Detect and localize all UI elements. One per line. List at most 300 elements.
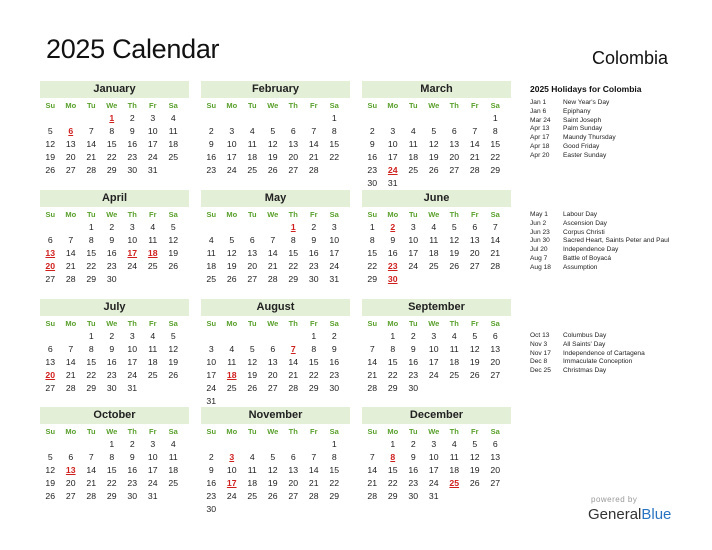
day-cell: 13	[45, 357, 56, 367]
holiday-date: Jun 30	[530, 237, 550, 245]
holiday-day-cell: 6	[68, 126, 74, 136]
holiday-date: Nov 17	[530, 349, 551, 357]
weekday-label: Th	[449, 101, 459, 110]
day-cell: 4	[170, 439, 176, 449]
weekday-label: Su	[45, 427, 56, 436]
day-cell: 3	[331, 222, 337, 232]
holiday-day-cell: 30	[387, 274, 398, 284]
day-cell: 9	[208, 139, 214, 149]
day-cell: 15	[308, 357, 319, 367]
day-cell: 9	[109, 235, 115, 245]
day-cell: 31	[428, 491, 439, 501]
day-cell: 8	[311, 344, 317, 354]
day-cell: 14	[367, 465, 378, 475]
month-july	[40, 299, 189, 395]
day-cell: 1	[492, 113, 498, 123]
day-cell: 4	[150, 331, 156, 341]
weekday-label: Fr	[149, 210, 157, 219]
day-cell: 16	[206, 478, 217, 488]
day-cell: 31	[329, 274, 340, 284]
holiday-name: New Year's Day	[563, 99, 610, 106]
holiday-date: Jun 2	[530, 219, 547, 227]
day-cell: 24	[226, 491, 237, 501]
weekday-label: We	[267, 319, 279, 328]
day-cell: 11	[168, 126, 178, 136]
day-cell: 11	[168, 452, 178, 462]
month-december	[362, 407, 511, 503]
day-cell: 5	[472, 331, 478, 341]
day-cell: 2	[129, 439, 135, 449]
brand-logo[interactable]	[588, 506, 671, 523]
month-title: December	[362, 407, 511, 424]
day-cell: 11	[247, 465, 257, 475]
day-cell: 16	[127, 465, 138, 475]
day-cell: 12	[45, 139, 56, 149]
day-cell: 8	[331, 452, 337, 462]
day-cell: 27	[65, 491, 76, 501]
weekday-label: Su	[206, 210, 217, 219]
day-cell: 2	[410, 439, 416, 449]
day-cell: 11	[227, 357, 237, 367]
empty-cell	[81, 438, 102, 451]
day-cell: 22	[288, 261, 299, 271]
day-cell: 22	[490, 152, 501, 162]
holiday-item	[530, 99, 690, 108]
day-cell: 6	[249, 235, 255, 245]
day-cell: 11	[429, 235, 439, 245]
empty-cell	[444, 112, 465, 125]
day-cell: 9	[208, 465, 214, 475]
day-cell: 1	[331, 439, 337, 449]
day-grid	[40, 425, 189, 503]
weekday-label: Fr	[310, 427, 318, 436]
holiday-item	[530, 152, 690, 161]
day-cell: 19	[45, 478, 56, 488]
weekday-label: Fr	[310, 210, 318, 219]
holiday-item	[530, 229, 690, 238]
day-cell: 5	[270, 126, 276, 136]
weekday-label: Mo	[65, 101, 77, 110]
day-cell: 3	[129, 222, 135, 232]
day-cell: 30	[106, 383, 117, 393]
holiday-name: Good Friday	[563, 142, 600, 150]
empty-cell	[81, 112, 102, 125]
holiday-name: Easter Sunday	[563, 151, 607, 159]
holidays-title: 2025 Holidays for Colombia	[530, 84, 642, 94]
weekday-label: We	[106, 319, 118, 328]
day-cell: 3	[129, 331, 135, 341]
holiday-item	[530, 117, 690, 126]
day-cell: 16	[127, 139, 138, 149]
day-cell: 30	[308, 274, 319, 284]
empty-cell	[242, 112, 263, 125]
holiday-day-cell: 1	[109, 113, 115, 123]
day-cell: 6	[47, 235, 53, 245]
holiday-day-cell: 18	[226, 370, 237, 380]
empty-cell	[424, 112, 445, 125]
day-cell: 24	[428, 478, 439, 488]
holiday-item	[530, 350, 690, 359]
holiday-name: Independence of Cartagena	[563, 349, 645, 357]
weekday-label: Sa	[490, 101, 500, 110]
holiday-name: Battle of Boyacá	[563, 254, 612, 262]
day-cell: 5	[451, 222, 457, 232]
day-cell: 15	[86, 357, 97, 367]
day-cell: 6	[68, 452, 74, 462]
day-cell: 6	[492, 439, 498, 449]
day-cell: 21	[308, 152, 319, 162]
day-cell: 28	[367, 491, 378, 501]
weekday-label: Tu	[408, 427, 418, 436]
day-cell: 24	[206, 383, 217, 393]
day-cell: 30	[367, 178, 378, 188]
day-cell: 21	[86, 478, 97, 488]
holiday-day-cell: 3	[229, 452, 235, 462]
day-cell: 4	[249, 452, 255, 462]
weekday-label: Su	[367, 427, 378, 436]
day-cell: 14	[86, 139, 97, 149]
day-cell: 13	[490, 452, 501, 462]
day-cell: 17	[329, 248, 340, 258]
day-cell: 30	[127, 165, 138, 175]
weekday-label: We	[267, 427, 279, 436]
weekday-label: Sa	[329, 427, 339, 436]
day-cell: 4	[410, 126, 416, 136]
holiday-day-cell: 1	[290, 222, 296, 232]
weekday-label: Mo	[226, 427, 238, 436]
day-cell: 15	[387, 357, 398, 367]
weekday-label: Tu	[408, 319, 418, 328]
day-cell: 28	[469, 165, 480, 175]
empty-cell	[40, 438, 61, 451]
day-grid	[362, 99, 511, 190]
day-cell: 28	[86, 165, 97, 175]
day-cell: 1	[390, 439, 396, 449]
weekday-label: Su	[367, 101, 378, 110]
weekday-label: Mo	[387, 427, 399, 436]
empty-cell	[263, 221, 284, 234]
weekday-label: Sa	[329, 101, 339, 110]
weekday-label: Mo	[226, 319, 238, 328]
day-cell: 4	[451, 331, 457, 341]
day-cell: 15	[329, 139, 340, 149]
weekday-label: Th	[127, 319, 137, 328]
day-cell: 28	[65, 383, 76, 393]
day-grid	[201, 425, 350, 516]
day-cell: 22	[86, 370, 97, 380]
weekday-label: Th	[449, 319, 459, 328]
day-cell: 10	[226, 139, 237, 149]
weekday-label: Mo	[65, 427, 77, 436]
day-cell: 8	[290, 235, 296, 245]
day-cell: 12	[449, 235, 460, 245]
day-cell: 21	[65, 261, 76, 271]
day-grid	[40, 317, 189, 395]
day-cell: 17	[147, 465, 158, 475]
day-cell: 22	[387, 478, 398, 488]
day-cell: 15	[329, 465, 340, 475]
month-title: November	[201, 407, 350, 424]
day-cell: 7	[88, 126, 94, 136]
day-cell: 10	[147, 126, 158, 136]
holiday-name: Palm Sunday	[563, 125, 603, 133]
empty-cell	[61, 438, 82, 451]
month-title: January	[40, 81, 189, 98]
holiday-item	[530, 108, 690, 117]
day-cell: 13	[288, 139, 299, 149]
weekday-label: Sa	[168, 427, 178, 436]
weekday-label: Mo	[65, 319, 77, 328]
weekday-label: We	[428, 319, 440, 328]
holiday-date: Dec 25	[530, 367, 551, 375]
month-title: March	[362, 81, 511, 98]
day-cell: 22	[329, 478, 340, 488]
day-cell: 21	[267, 261, 278, 271]
day-cell: 2	[129, 113, 135, 123]
day-cell: 2	[311, 222, 317, 232]
day-cell: 9	[331, 344, 337, 354]
day-cell: 11	[449, 452, 459, 462]
day-cell: 29	[106, 165, 117, 175]
weekday-label: Fr	[149, 427, 157, 436]
day-cell: 8	[88, 235, 94, 245]
day-cell: 13	[449, 139, 460, 149]
day-cell: 26	[449, 261, 460, 271]
month-title: September	[362, 299, 511, 316]
weekday-label: Fr	[149, 101, 157, 110]
day-cell: 26	[428, 165, 439, 175]
day-cell: 14	[308, 465, 319, 475]
holiday-item	[530, 134, 690, 143]
day-cell: 6	[472, 222, 478, 232]
holiday-item	[530, 341, 690, 350]
day-cell: 20	[490, 357, 501, 367]
empty-cell	[263, 330, 284, 343]
day-cell: 20	[65, 478, 76, 488]
day-cell: 19	[449, 248, 460, 258]
empty-cell	[201, 330, 222, 343]
day-cell: 20	[288, 478, 299, 488]
day-cell: 13	[65, 139, 76, 149]
day-cell: 14	[367, 357, 378, 367]
weekday-label: Fr	[471, 210, 479, 219]
empty-cell	[201, 438, 222, 451]
day-cell: 28	[308, 165, 319, 175]
day-cell: 10	[206, 357, 217, 367]
day-cell: 23	[329, 370, 340, 380]
day-cell: 18	[449, 357, 460, 367]
day-cell: 19	[168, 357, 179, 367]
empty-cell	[283, 330, 304, 343]
day-cell: 5	[47, 452, 53, 462]
weekday-label: Su	[206, 427, 217, 436]
day-cell: 2	[208, 452, 214, 462]
day-cell: 23	[206, 165, 217, 175]
holiday-item	[530, 367, 690, 376]
brand-text-general: General	[588, 506, 642, 523]
day-cell: 9	[109, 344, 115, 354]
day-cell: 4	[229, 344, 235, 354]
day-cell: 13	[247, 248, 258, 258]
month-title: June	[362, 190, 511, 207]
day-cell: 10	[127, 344, 138, 354]
holiday-item	[530, 143, 690, 152]
day-cell: 3	[229, 126, 235, 136]
empty-cell	[61, 221, 82, 234]
day-cell: 5	[472, 439, 478, 449]
day-cell: 12	[168, 344, 179, 354]
day-cell: 21	[288, 370, 299, 380]
holiday-date: Aug 18	[530, 263, 551, 271]
holiday-item	[530, 264, 690, 273]
holiday-day-cell: 25	[449, 478, 460, 488]
weekday-label: We	[428, 210, 440, 219]
day-cell: 16	[308, 248, 319, 258]
month-february	[201, 81, 350, 177]
day-cell: 30	[127, 491, 138, 501]
day-cell: 7	[68, 235, 74, 245]
day-cell: 25	[247, 165, 258, 175]
day-cell: 10	[428, 344, 439, 354]
day-cell: 19	[469, 465, 480, 475]
day-cell: 26	[168, 370, 179, 380]
day-cell: 20	[65, 152, 76, 162]
day-grid	[40, 208, 189, 286]
day-cell: 21	[469, 152, 480, 162]
day-cell: 24	[147, 152, 158, 162]
day-cell: 18	[449, 465, 460, 475]
month-june	[362, 190, 511, 286]
day-cell: 19	[226, 261, 237, 271]
holiday-item	[530, 358, 690, 367]
day-cell: 29	[367, 274, 378, 284]
day-cell: 13	[490, 344, 501, 354]
brand-text-blue: Blue	[641, 506, 672, 523]
weekday-label: Tu	[247, 210, 257, 219]
day-cell: 30	[408, 491, 419, 501]
holiday-name: Columbus Day	[563, 332, 607, 339]
day-cell: 26	[267, 491, 278, 501]
day-cell: 29	[387, 491, 398, 501]
day-cell: 19	[168, 248, 179, 258]
holiday-item	[530, 220, 690, 229]
day-cell: 24	[147, 478, 158, 488]
day-cell: 31	[127, 383, 138, 393]
day-cell: 2	[331, 331, 337, 341]
holiday-item	[530, 255, 690, 264]
day-cell: 21	[367, 370, 378, 380]
weekday-label: Su	[367, 319, 378, 328]
weekday-label: Sa	[168, 319, 178, 328]
weekday-label: Sa	[490, 427, 500, 436]
day-cell: 9	[369, 139, 375, 149]
day-cell: 6	[290, 452, 296, 462]
day-cell: 26	[45, 165, 56, 175]
holiday-name: Maundy Thursday	[563, 134, 616, 142]
weekday-label: We	[106, 427, 118, 436]
holiday-item	[530, 237, 690, 246]
empty-cell	[465, 112, 486, 125]
month-title: October	[40, 407, 189, 424]
day-cell: 5	[431, 126, 437, 136]
day-cell: 6	[270, 344, 276, 354]
empty-cell	[283, 438, 304, 451]
empty-cell	[222, 221, 243, 234]
day-cell: 3	[208, 344, 214, 354]
day-cell: 8	[331, 126, 337, 136]
day-cell: 19	[247, 370, 258, 380]
day-cell: 3	[431, 331, 437, 341]
holiday-day-cell: 17	[127, 248, 138, 258]
day-cell: 22	[367, 261, 378, 271]
day-cell: 14	[86, 465, 97, 475]
holiday-date: Apr 18	[530, 142, 550, 150]
holiday-name: Christmas Day	[563, 367, 607, 375]
day-cell: 17	[428, 357, 439, 367]
month-title: May	[201, 190, 350, 207]
weekday-label: Su	[206, 101, 217, 110]
day-cell: 1	[88, 222, 94, 232]
day-cell: 9	[410, 452, 416, 462]
day-cell: 10	[226, 465, 237, 475]
weekday-label: Sa	[168, 210, 178, 219]
day-grid	[362, 208, 511, 286]
day-cell: 23	[408, 370, 419, 380]
day-cell: 10	[387, 139, 398, 149]
weekday-label: We	[428, 101, 440, 110]
day-cell: 24	[428, 370, 439, 380]
day-cell: 25	[206, 274, 217, 284]
weekday-label: Th	[127, 101, 137, 110]
day-cell: 14	[490, 235, 501, 245]
day-cell: 24	[127, 370, 138, 380]
holiday-name: Immaculate Conception	[563, 358, 633, 366]
day-grid	[40, 99, 189, 177]
month-title: February	[201, 81, 350, 98]
weekday-label: Fr	[310, 101, 318, 110]
holiday-name: All Saints' Day	[563, 340, 606, 348]
day-cell: 16	[206, 152, 217, 162]
day-cell: 23	[127, 478, 138, 488]
weekday-label: We	[106, 101, 118, 110]
day-cell: 18	[168, 139, 179, 149]
empty-cell	[362, 438, 383, 451]
day-cell: 9	[390, 235, 396, 245]
day-cell: 24	[408, 261, 419, 271]
day-cell: 8	[369, 235, 375, 245]
day-cell: 31	[147, 491, 158, 501]
day-cell: 22	[329, 152, 340, 162]
day-cell: 8	[109, 452, 115, 462]
day-cell: 17	[226, 152, 237, 162]
day-cell: 30	[106, 274, 117, 284]
day-cell: 19	[469, 357, 480, 367]
day-cell: 21	[308, 478, 319, 488]
day-cell: 16	[408, 357, 419, 367]
day-cell: 5	[170, 331, 176, 341]
day-cell: 25	[147, 261, 158, 271]
powered-by-label: powered by	[591, 495, 638, 504]
empty-cell	[222, 112, 243, 125]
day-cell: 21	[86, 152, 97, 162]
empty-cell	[242, 330, 263, 343]
holiday-date: Oct 13	[530, 332, 550, 339]
day-cell: 26	[469, 370, 480, 380]
holiday-list	[530, 332, 690, 376]
day-cell: 1	[390, 331, 396, 341]
day-cell: 17	[147, 139, 158, 149]
day-cell: 5	[47, 126, 53, 136]
